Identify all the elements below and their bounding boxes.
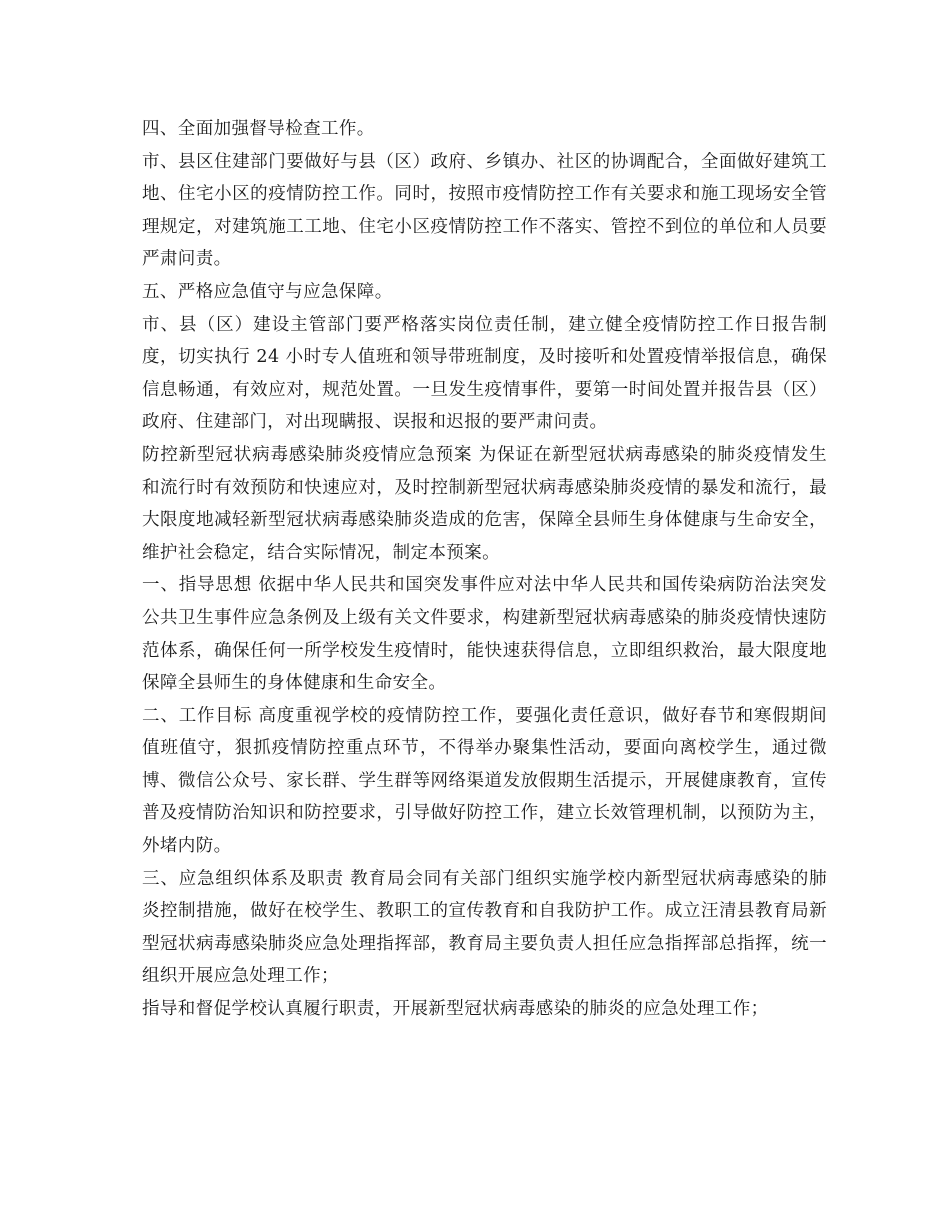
paragraph: 防控新型冠状病毒感染肺炎疫情应急预案 为保证在新型冠状病毒感染的肺炎疫情发生和流行时有效预防和快速应对，及时控制新型冠状病毒感染肺炎疫情的暴发和流行，最大限度地减轻新型冠状病毒感染肺炎造成的危害，保障全县师生身体健康与生命安全，维护社会稳定，结合实际情况，制定本预案。 xyxy=(142,444,827,563)
paragraph: 一、指导思想 依据中华人民共和国突发事件应对法中华人民共和国传染病防治法突发公共卫生事件应急条例及上级有关文件要求，构建新型冠状病毒感染的肺炎疫情快速防范体系，确保任何一所学校发生疫情时，能快速获得信息，立即组织救治，最大限度地保障全县师生的身体健康和生命安全。 xyxy=(142,575,827,694)
paragraph: 市、县（区）建设主管部门要严格落实岗位责任制，建立健全疫情防控工作日报告制度，切实执行 24 小时专人值班和领导带班制度，及时接听和处置疫情举报信息，确保信息畅通，有效应对，规范处置。一旦发生疫情事件，要第一时间处置并报告县（区）政府、住建部门，对出现瞒报、误报和迟报的要严肃问责。 xyxy=(142,314,827,433)
paragraph: 市、县区住建部门要做好与县（区）政府、乡镇办、社区的协调配合，全面做好建筑工地、住宅小区的疫情防控工作。同时，按照市疫情防控工作有关要求和施工现场安全管理规定，对建筑施工工地、住宅小区疫情防控工作不落实、管控不到位的单位和人员要严肃问责。 xyxy=(142,151,827,270)
section-heading-4: 四、全面加强督导检查工作。 xyxy=(142,119,375,139)
paragraph: 三、应急组织体系及职责 教育局会同有关部门组织实施学校内新型冠状病毒感染的肺炎控制措施，做好在校学生、教职工的宣传教育和自我防护工作。成立汪清县教育局新型冠状病毒感染肺炎应急处理指挥部，教育局主要负责人担任应急指挥部总指挥，统一组织开展应急处理工作； xyxy=(142,868,827,987)
document-body xyxy=(142,113,827,1026)
paragraph: 指导和督促学校认真履行职责，开展新型冠状病毒感染的肺炎的应急处理工作； xyxy=(142,999,769,1020)
paragraph: 二、工作目标 高度重视学校的疫情防控工作，要强化责任意识，做好春节和寒假期间值班值守，狠抓疫情防控重点环节，不得举办聚集性活动，要面向离校学生，通过微博、微信公众号、家长群、学生群等网络渠道发放假期生活提示，开展健康教育，宣传普及疫情防治知识和防控要求，引导做好防控工作，建立长效管理机制，以预防为主，外堵内防。 xyxy=(142,705,827,857)
section-heading-5: 五、严格应急值守与应急保障。 xyxy=(142,281,393,302)
